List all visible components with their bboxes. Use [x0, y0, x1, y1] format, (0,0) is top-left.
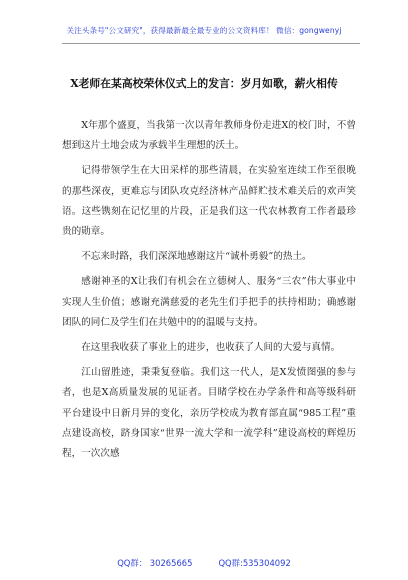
paragraph: 感谢神圣的X让我们有机会在立德树人、服务“三农”伟大事业中实现人生价值；感谢充满慈爱的老先生们手把手的扶持相助；确感谢团队的同仁及学生们在共勉中的的温暖与支持。: [62, 276, 356, 328]
footer-qq-group-2: QQ群:535304092: [218, 558, 291, 568]
footer-contact: [0, 557, 408, 569]
document-body: [62, 116, 356, 469]
header-divider: [62, 43, 360, 44]
paragraph: 在这里我收获了事业上的进步，也收获了人间的大爱与真情。: [81, 342, 341, 354]
document-title: X老师在某高校荣休仪式上的发言：岁月如歌，薪火相传: [70, 77, 338, 90]
header-banner: 关注头条号"公文研究"，获得最新最全最专业的公文资料库！ 微信：gongwenyj: [66, 26, 342, 35]
footer-qq-group-1: QQ群： 30265665: [117, 558, 193, 568]
paragraph: X年那个盛夏，当我第一次以青年教师身份走进X的校门时，不曾想到这片土地会成为承载半生理想的沃土。: [62, 120, 356, 152]
paragraph: 记得带领学生在大田采样的那些清晨，在实验室连续工作至很晚的那些深夜，更难忘与团队攻克经济林产品鲜贮技术难关后的欢声笑语。这些镌刻在记忆里的片段，正是我们这一代农林教育工作者最珍贵的勋章。: [62, 165, 356, 238]
paragraph: 不忘来时路，我们深深地感谢这片“诚朴勇毅”的热土。: [81, 251, 312, 263]
paragraph: 江山留胜迹，秉秉复登临。我们这一代人，是X发愤图强的参与者，也是X高质量发展的见证者。目睹学校在办学条件和高等级科研平台建设中日新月异的变化，亲历学校成为教育部直属“985工程”重点建设高校，跻身国家“世界一流大学和一流学科”建设高校的辉煌历程，一次次感: [62, 367, 356, 460]
